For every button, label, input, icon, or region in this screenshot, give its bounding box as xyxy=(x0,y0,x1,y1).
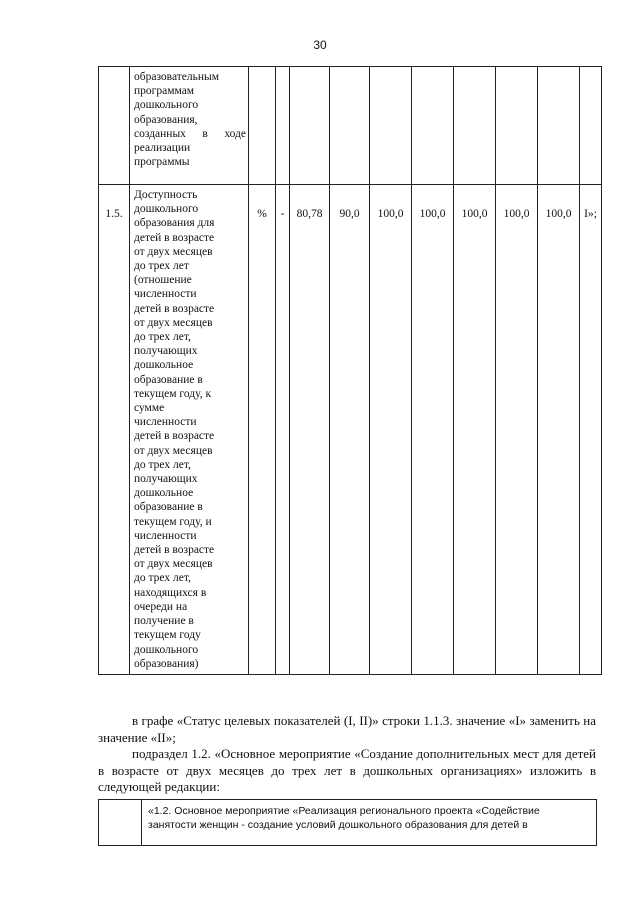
unit-cell: % xyxy=(249,185,276,675)
value-cell: 100,0 xyxy=(496,185,538,675)
indicator-name-line: сумме xyxy=(134,402,165,415)
table-row xyxy=(99,67,602,185)
indicator-name-line: от двух месяцев xyxy=(134,558,213,571)
value-cell xyxy=(330,67,370,185)
indicator-name-line: до трех лет, xyxy=(134,331,191,344)
indicator-name-line: детей в возрасте xyxy=(134,544,215,557)
value-cell: 100,0 xyxy=(412,185,454,675)
indicator-name-line: текущем году xyxy=(134,629,201,642)
indicator-name-line: созданных в ходе xyxy=(134,127,246,140)
status-cell: I»; xyxy=(580,185,602,675)
indicator-name-line: численности xyxy=(134,416,197,429)
indicator-name-cell xyxy=(130,185,249,675)
value-cell xyxy=(496,67,538,185)
indicator-name-line: от двух месяцев xyxy=(134,316,213,329)
indicator-name-line: реализации xyxy=(134,142,191,155)
value-cell xyxy=(454,67,496,185)
value-cell: - xyxy=(276,185,290,675)
indicator-name-line: дошкольного xyxy=(134,643,199,656)
row-number-cell xyxy=(99,67,130,185)
indicator-name-line: программам xyxy=(134,85,195,98)
indicator-name-line: образования для xyxy=(134,217,215,230)
table-row xyxy=(99,800,597,846)
indicator-name-line: образование в xyxy=(134,501,203,514)
indicator-name-line: от двух месяцев xyxy=(134,245,213,258)
value-cell xyxy=(290,67,330,185)
unit-cell xyxy=(249,67,276,185)
subsection-text-cell: «1.2. Основное мероприятие «Реализация регионального проекта «Содействие занятости женщин - создание условий дошкольного образования для детей в xyxy=(142,800,597,846)
indicator-name-line: детей в возрасте xyxy=(134,430,215,443)
indicator-table xyxy=(98,66,602,675)
table-row xyxy=(99,185,602,675)
indicator-name-line: от двух месяцев xyxy=(134,444,213,457)
indicator-name-line: (отношение xyxy=(134,274,192,287)
subsection-table xyxy=(98,799,597,846)
indicator-name-line: до трех лет, xyxy=(134,572,191,585)
indicator-name-cell xyxy=(130,67,249,185)
indicator-name-line: Доступность xyxy=(134,189,198,201)
row-number-cell: 1.5. xyxy=(99,185,130,675)
status-cell xyxy=(580,67,602,185)
paragraph-subsection-change: подраздел 1.2. «Основное мероприятие «Создание дополнительных мест для детей в возрасте от двух месяцев до трех лет в дошкольных организациях» изложить в следующей редакции: xyxy=(98,746,596,794)
paragraph-status-change: в графе «Статус целевых показателей (I, II)» строки 1.1.3. значение «I» заменить на значение «II»; xyxy=(98,713,596,745)
indicator-name-line: образования) xyxy=(134,657,199,670)
indicator-name-line: очереди на xyxy=(134,600,188,613)
indicator-name-line: программы xyxy=(134,156,190,169)
indicator-name-line: образование в xyxy=(134,373,203,386)
value-cell xyxy=(276,67,290,185)
indicator-name-line: дошкольное xyxy=(134,487,194,500)
indicator-name-line: дошкольное xyxy=(134,359,194,372)
value-cell xyxy=(538,67,580,185)
value-cell: 90,0 xyxy=(330,185,370,675)
indicator-name-line: образовательным xyxy=(134,71,220,83)
indicator-name-line: получение в xyxy=(134,615,194,628)
indicator-name-line: образования, xyxy=(134,113,198,126)
row-number-cell xyxy=(99,800,142,846)
value-cell: 100,0 xyxy=(370,185,412,675)
indicator-name-line: до трех лет xyxy=(134,260,189,273)
indicator-name-line: получающих xyxy=(134,345,198,358)
indicator-name-line: детей в возрасте xyxy=(134,302,215,315)
indicator-name-line: детей в возрасте xyxy=(134,231,215,244)
value-cell: 100,0 xyxy=(538,185,580,675)
value-cell: 80,78 xyxy=(290,185,330,675)
page-number: 30 xyxy=(313,38,327,52)
indicator-name-line: численности xyxy=(134,288,197,301)
indicator-name-line: текущем году, к xyxy=(134,387,212,400)
indicator-name-line: получающих xyxy=(134,473,198,486)
indicator-name-line: до трех лет, xyxy=(134,458,191,471)
value-cell xyxy=(370,67,412,185)
indicator-name-line: дошкольного xyxy=(134,203,199,216)
indicator-name-line: текущем году, и xyxy=(134,515,212,528)
indicator-name-line: находящихся в xyxy=(134,586,207,599)
indicator-name-line: численности xyxy=(134,529,197,542)
value-cell: 100,0 xyxy=(454,185,496,675)
value-cell xyxy=(412,67,454,185)
indicator-name-line: дошкольного xyxy=(134,99,199,112)
